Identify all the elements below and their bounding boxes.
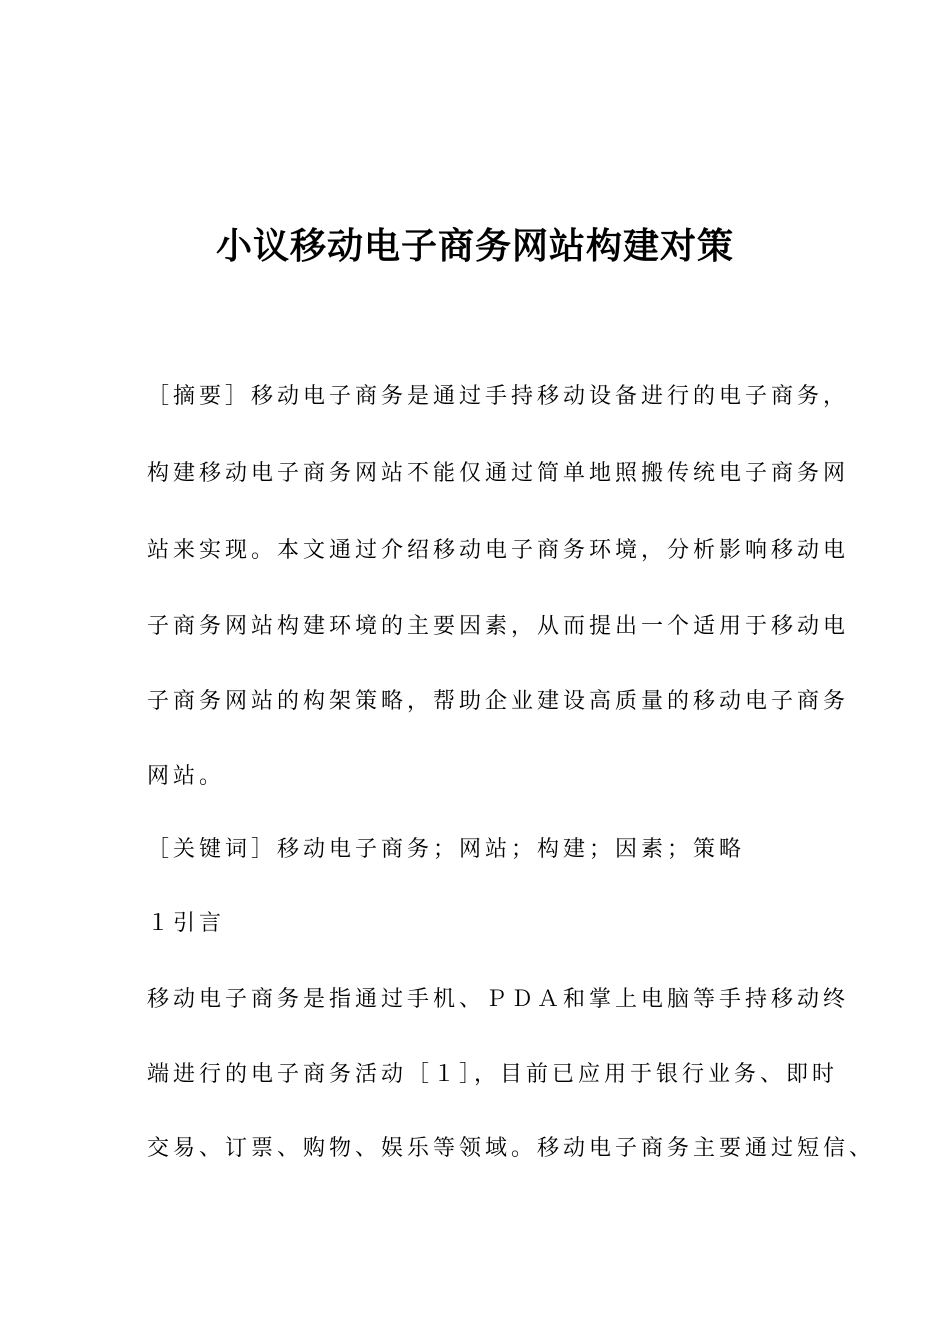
body-line-2: 端进行的电子商务活动［１］，目前已应用于银行业务、即时 — [147, 1062, 839, 1087]
abstract-line-6: 网站。 — [147, 764, 226, 789]
section-heading-introduction: １引言 — [147, 911, 226, 936]
abstract-line-2: 构建移动电子商务网站不能仅通过简单地照搬传统电子商务网 — [147, 461, 850, 486]
document-title: 小议移动电子商务网站构建对策 — [215, 226, 734, 267]
keywords-line: ［关键词］移动电子商务；网站；构建；因素；策略 — [147, 837, 746, 862]
body-line-3: 交易、订票、购物、娱乐等领域。移动电子商务主要通过短信、 — [147, 1136, 876, 1161]
body-line-1: 移动电子商务是指通过手机、ＰＤＡ和掌上电脑等手持移动终 — [147, 987, 850, 1012]
abstract-line-4: 子商务网站构建环境的主要因素，从而提出一个适用于移动电 — [147, 614, 850, 639]
abstract-line-1: ［摘要］移动电子商务是通过手持移动设备进行的电子商务， — [147, 384, 850, 409]
abstract-line-3: 站来实现。本文通过介绍移动电子商务环境，分析影响移动电 — [147, 538, 850, 563]
abstract-line-5: 子商务网站的构架策略，帮助企业建设高质量的移动电子商务 — [147, 689, 850, 714]
